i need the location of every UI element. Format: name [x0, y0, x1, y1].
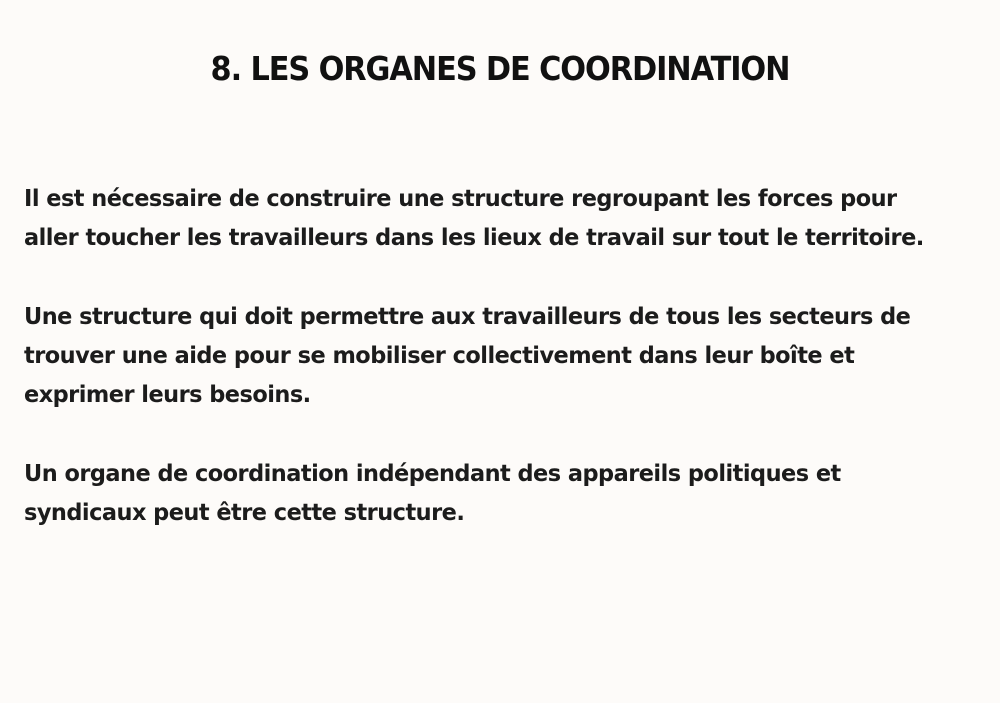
slide-title: 8. LES ORGANES DE COORDINATION	[210, 49, 790, 89]
paragraph-line: Une structure qui doit permettre aux travailleurs de tous les secteurs de	[24, 302, 911, 330]
paragraph-line: trouver une aide pour se mobiliser collectivement dans leur boîte et	[24, 341, 855, 369]
paragraph-line: Un organe de coordination indépendant des appareils politiques et	[24, 459, 841, 487]
paragraph-line: syndicaux peut être cette structure.	[24, 498, 465, 526]
paragraph-line: Il est nécessaire de construire une structure regroupant les forces pour	[24, 184, 897, 212]
paragraph-need-structure	[24, 179, 941, 257]
paragraph-coordination-organ	[24, 454, 941, 532]
paragraph-line: aller toucher les travailleurs dans les lieux de travail sur tout le territoire.	[24, 223, 924, 251]
paragraph-line: exprimer leurs besoins.	[24, 380, 311, 408]
paragraph-structure-purpose	[24, 297, 941, 414]
